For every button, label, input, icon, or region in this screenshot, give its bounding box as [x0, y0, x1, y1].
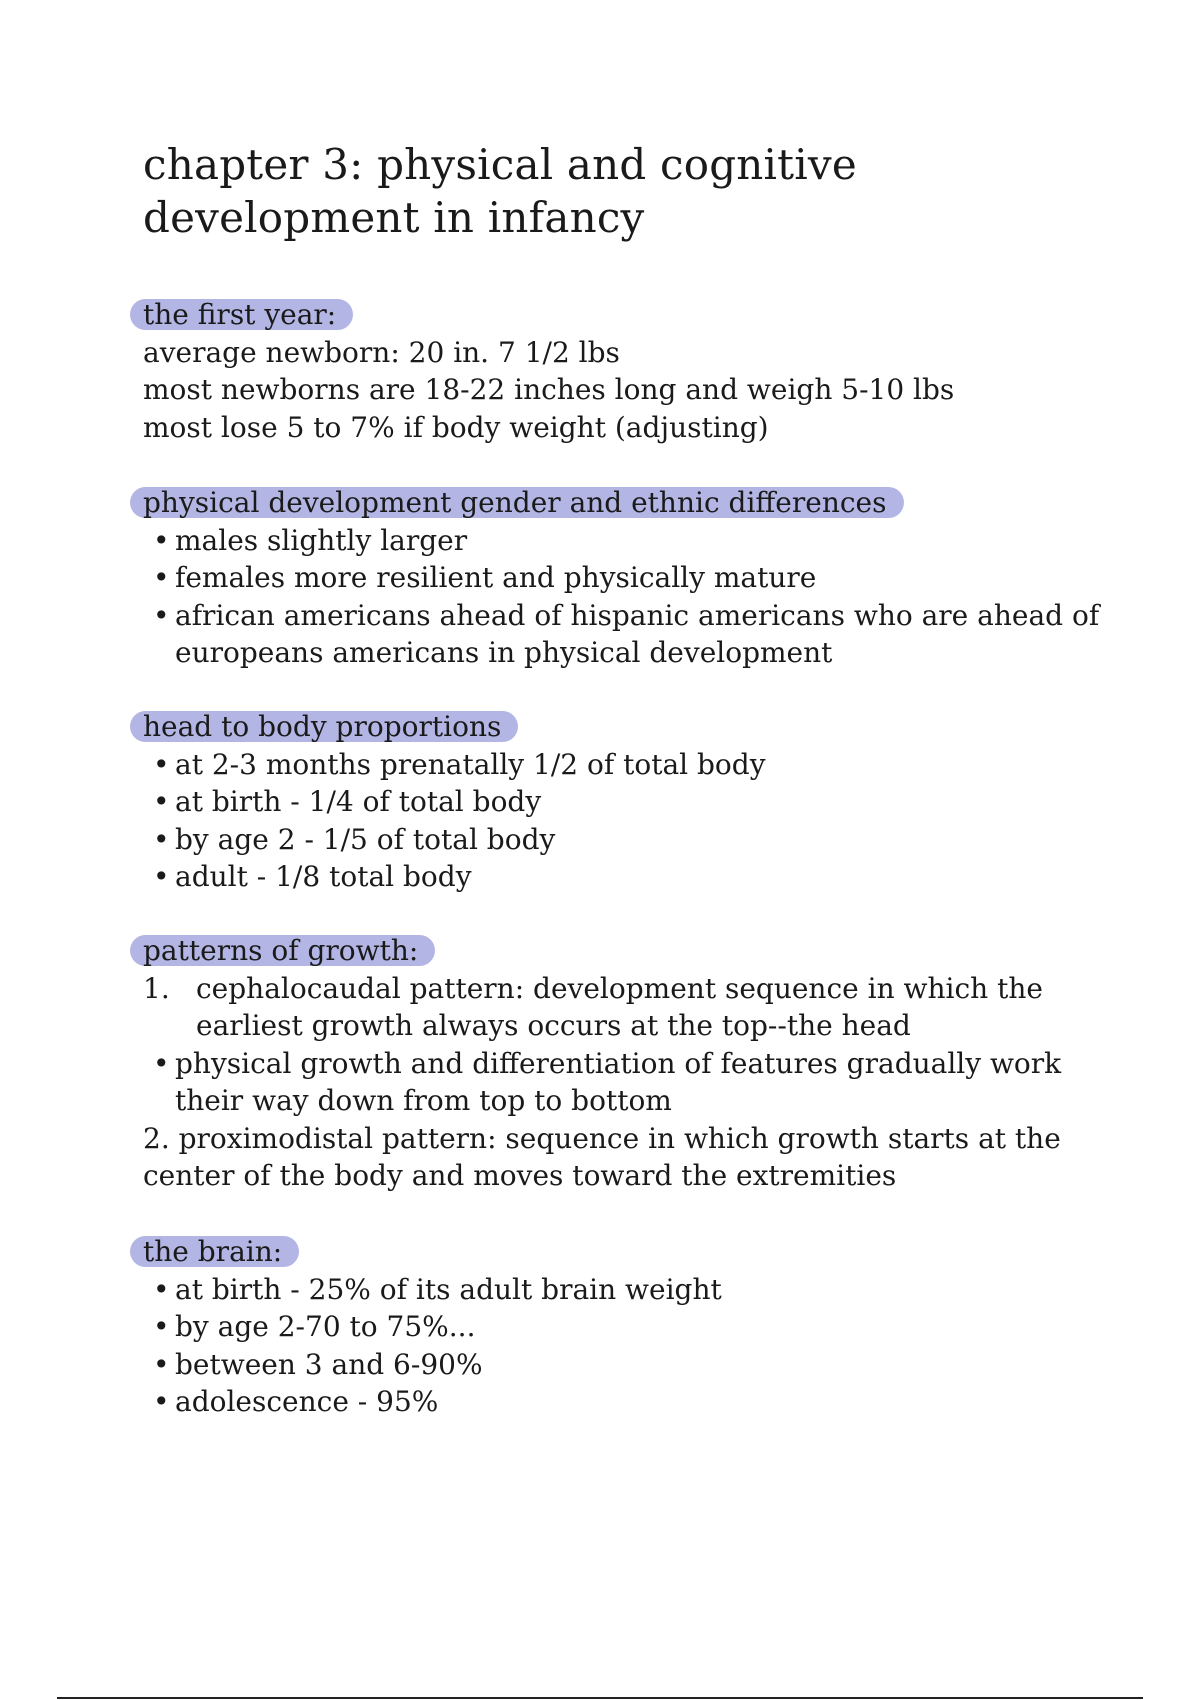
numbered-item-text: 2. proximodistal pattern: sequence in which growth starts at the center of the body and moves toward the extremities: [143, 1121, 1061, 1192]
section-head-body: [143, 708, 1103, 896]
list-item: • by age 2 - 1/5 of total body: [143, 821, 1103, 859]
list-item: • at 2-3 months prenatally 1/2 of total body: [143, 746, 1103, 784]
section-brain: [143, 1233, 1103, 1421]
bullet-list: [143, 746, 1103, 896]
section-heading: the first year:: [130, 299, 353, 330]
list-item: • males slightly larger: [143, 522, 1103, 560]
text-line: most newborns are 18-22 inches long and weigh 5-10 lbs: [143, 373, 955, 406]
list-item: • females more resilient and physically mature: [143, 559, 1103, 597]
text-line: most lose 5 to 7% if body weight (adjusting): [143, 410, 769, 444]
section-gender-ethnic: [143, 484, 1103, 672]
section-heading: patterns of growth:: [130, 935, 435, 966]
list-item: • by age 2-70 to 75%...: [143, 1308, 1103, 1346]
list-item: • adolescence - 95%: [143, 1383, 1103, 1421]
list-item: • at birth - 1/4 of total body: [143, 783, 1103, 821]
footer-divider: [57, 1697, 1143, 1699]
bullet-list: [143, 1271, 1103, 1421]
list-item: • at birth - 25% of its adult brain weight: [143, 1271, 1103, 1309]
item-text: cephalocaudal pattern: development sequence in which the earliest growth always occurs at the top--the head: [196, 971, 1043, 1042]
list-item: • between 3 and 6-90%: [143, 1346, 1103, 1384]
numbered-item: [143, 970, 1103, 1045]
text-line: average newborn: 20 in. 7 1/2 lbs: [143, 335, 620, 369]
section-heading: the brain:: [130, 1236, 299, 1267]
page-title: chapter 3: physical and cognitive development in infancy: [143, 140, 857, 242]
list-item: • physical growth and differentiation of features gradually work their way down from top to bottom: [143, 1045, 1103, 1120]
list-item: • adult - 1/8 total body: [143, 858, 1103, 896]
section-heading: physical development gender and ethnic differences: [130, 487, 904, 518]
bullet-list: [143, 522, 1103, 672]
list-item: • african americans ahead of hispanic americans who are ahead of europeans americans in physical development: [143, 597, 1103, 672]
section-heading: head to body proportions: [130, 711, 518, 742]
section-patterns-growth: [143, 932, 1103, 1195]
item-number: 1.: [143, 971, 170, 1005]
bullet-list: [143, 1045, 1103, 1120]
section-first-year: [143, 296, 1103, 446]
